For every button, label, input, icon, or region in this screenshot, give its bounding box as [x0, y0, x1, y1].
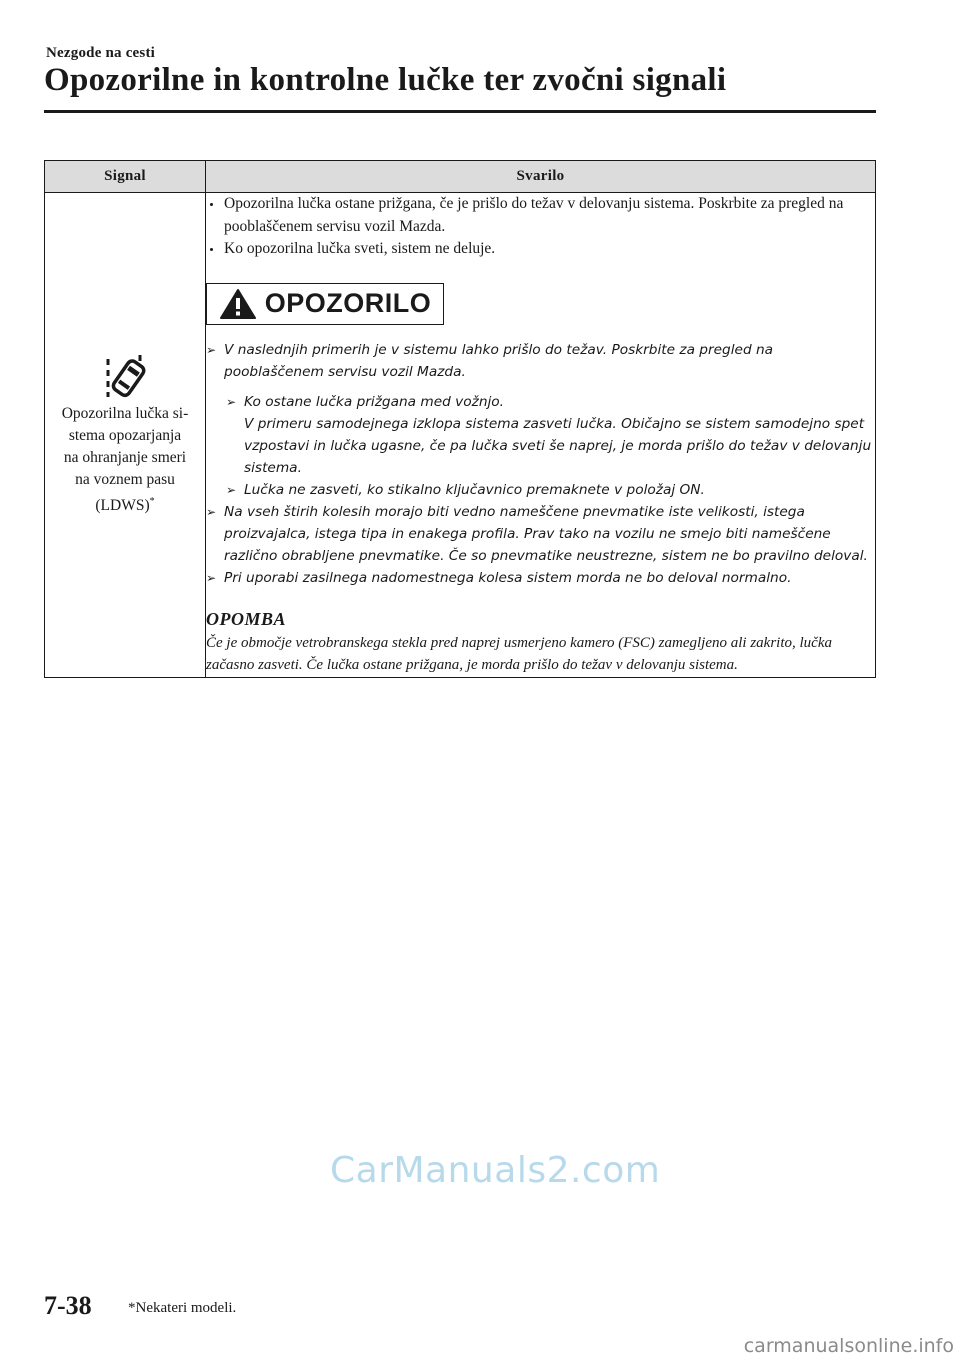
- arrow-icon: ➢: [226, 482, 237, 497]
- title-divider: [44, 110, 876, 113]
- arrow-icon: ➢: [226, 394, 237, 409]
- signal-name: Opozorilna lučka si- stema opozarjanja na ohranjanje smeri na voznem pasu (LDWS)*: [61, 404, 189, 514]
- signal-table: [44, 160, 876, 678]
- column-header-signal: Signal: [45, 161, 206, 193]
- list-item: ➢ Na vseh štirih kolesih morajo biti vedno nameščene pnevmatike iste velikosti, istega proizvajalca, istega tipa in enakega profila. Prav tako na vozilu ne smejo biti nameščene različno obrabljene pnevmatike. Če so pnevmatike neustrezne, sistem ne bo pravilno deloval.: [206, 501, 875, 567]
- warning-cell: [206, 193, 876, 678]
- warning-label: OPOZORILO: [264, 288, 432, 318]
- arrow-icon: ➢: [206, 570, 217, 585]
- column-header-warning: Svarilo: [206, 161, 876, 193]
- note-heading: OPOMBA: [206, 608, 287, 629]
- list-item: ➢ V naslednjih primerih je v sistemu lahko prišlo do težav. Poskrbite za pregled na pooblaščenem servisu vozil Mazda.: [206, 339, 875, 383]
- list-item: Ko opozorilna lučka sveti, sistem ne deluje.: [210, 238, 875, 261]
- watermark: CarManuals2.com: [330, 1150, 661, 1191]
- arrow-icon: ➢: [206, 342, 217, 357]
- list-item: ➢ Lučka ne zasveti, ko stikalno ključavnico premaknete v položaj ON.: [226, 479, 875, 501]
- list-item-text: V primeru samodejnega izklopa sistema zasveti lučka. Običajno se sistem samodejno spet vzpostavi in lučka ugasne, če pa lučka sveti še naprej, je morda prišlo do težav v delovanju sistema.: [244, 415, 872, 476]
- bullet-list: [206, 193, 875, 261]
- warning-box: [206, 283, 444, 325]
- lane-departure-warning-icon: [102, 353, 148, 399]
- page-title: Opozorilne in kontrolne lučke ter zvočni signali: [44, 62, 727, 98]
- page-number: 7-38: [44, 1291, 92, 1320]
- list-item: ➢ Ko ostane lučka prižgana med vožnjo.: [226, 391, 875, 413]
- footnote: *Nekateri modeli.: [128, 1300, 237, 1316]
- warning-notes: [206, 339, 875, 589]
- section-title: Nezgode na cesti: [46, 45, 156, 61]
- footnote-mark: *: [149, 495, 155, 507]
- list-item: ➢ Pri uporabi zasilnega nadomestnega kolesa sistem morda ne bo deloval normalno.: [206, 567, 875, 589]
- table-row: [45, 193, 876, 678]
- signal-cell: [45, 193, 206, 678]
- table-header-row: [45, 161, 876, 193]
- note-text: Če je območje vetrobranskega stekla pred naprej usmerjeno kamero (FSC) zamegljeno ali zakrito, lučka začasno zasveti. Če lučka ostane prižgana, je morda prišlo do težav v delovanju sistema.: [206, 634, 832, 673]
- list-item: Opozorilna lučka ostane prižgana, če je prišlo do težav v delovanju sistema. Poskrbite za pregled na pooblaščenem servisu vozil Mazda.: [210, 193, 875, 238]
- arrow-icon: ➢: [206, 504, 217, 519]
- site-watermark: carmanualsonline.info: [743, 1335, 954, 1357]
- warning-triangle-icon: [219, 288, 257, 320]
